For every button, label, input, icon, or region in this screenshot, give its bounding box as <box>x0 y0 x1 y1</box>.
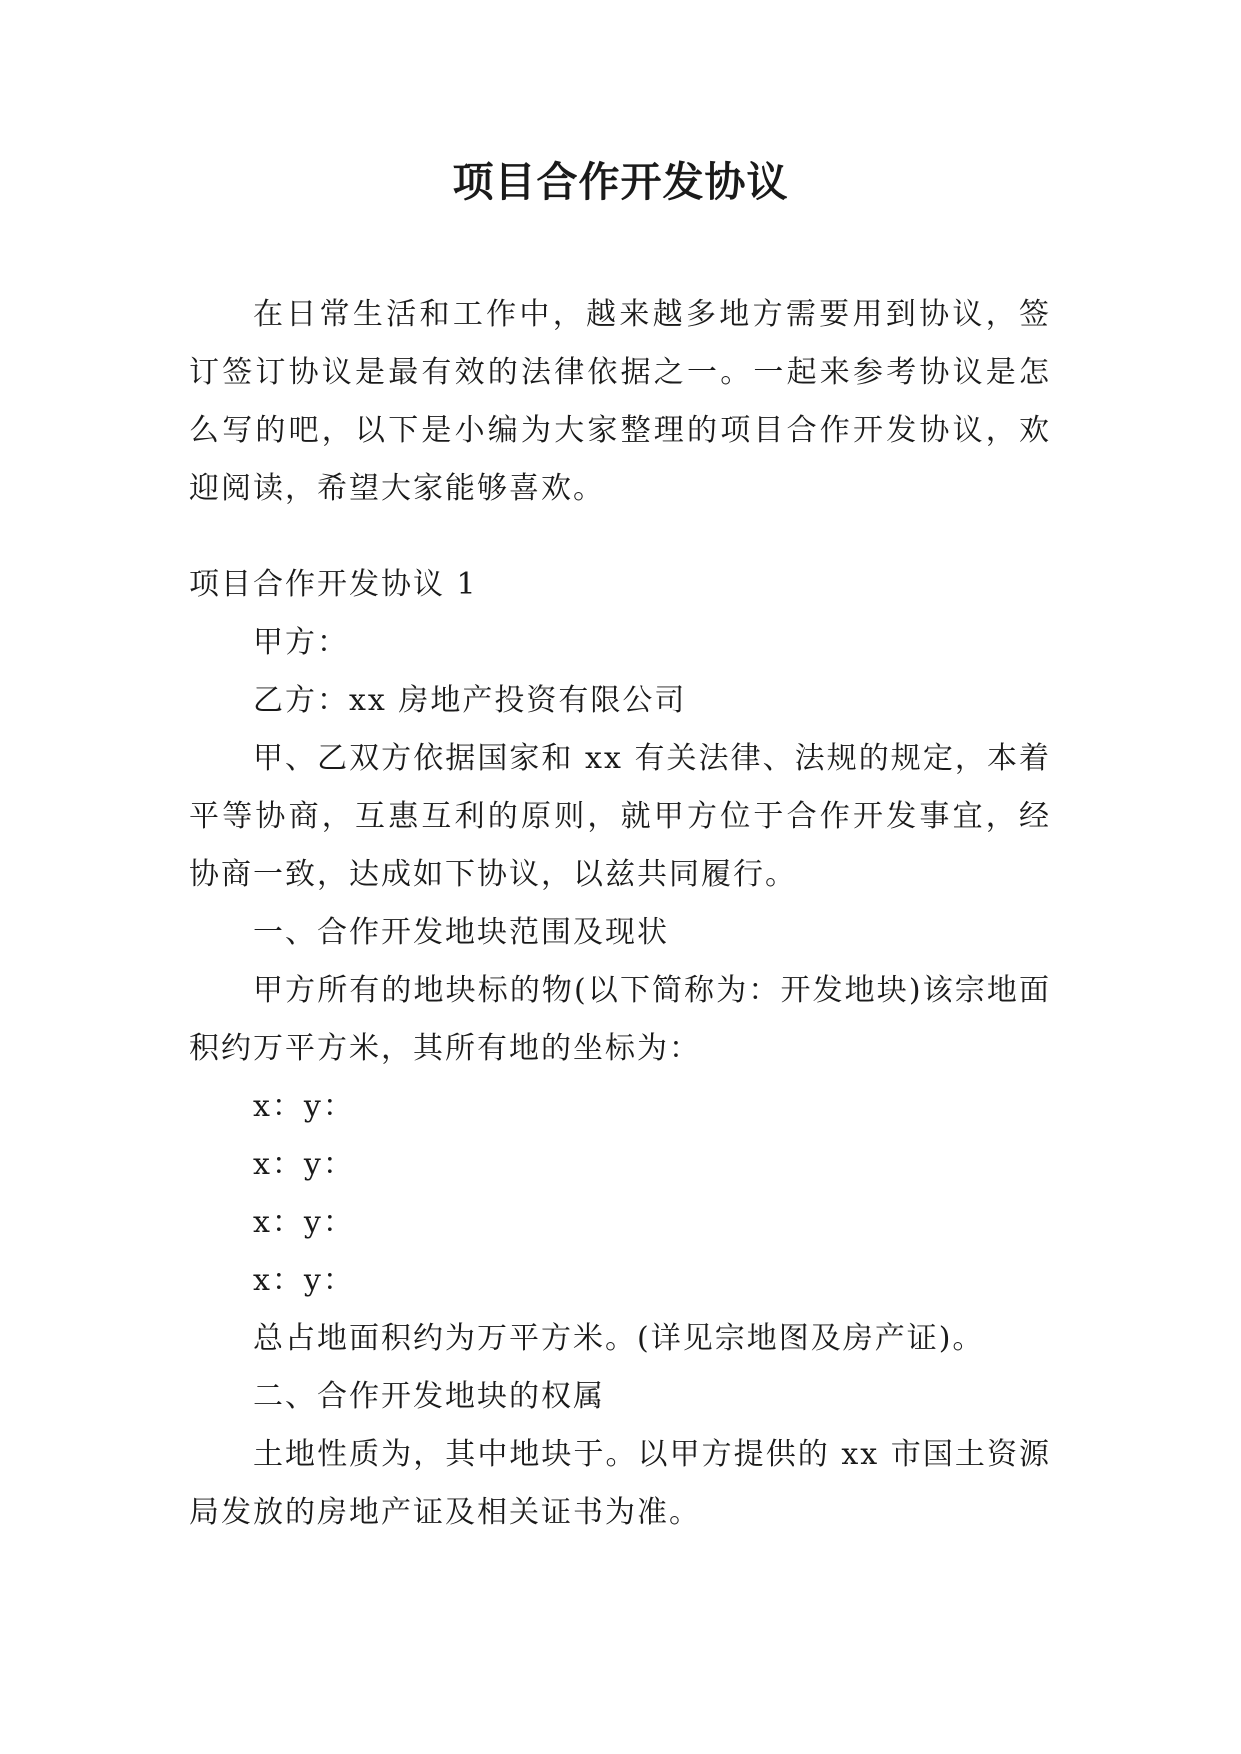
party-a-line: 甲方： <box>253 625 349 660</box>
total-area-line: 总占地面积约为万平方米。(详见宗地图及房产证)。 <box>253 1321 985 1356</box>
document-body <box>189 286 1051 1542</box>
clause-2-paragraph: 土地性质为，其中地块于。以甲方提供的 xx 市国土资源局发放的房地产证及相关证书为准。 <box>189 1437 1051 1530</box>
coordinate-line: x：y： <box>253 1089 355 1124</box>
document-title: 项目合作开发协议 <box>452 158 789 206</box>
coordinate-line: x：y： <box>253 1147 355 1182</box>
clause-1-paragraph: 甲方所有的地块标的物(以下简称为：开发地块)该宗地面积约万平方米，其所有地的坐标为： <box>189 973 1051 1066</box>
clause-2-title: 二、合作开发地块的权属 <box>253 1379 605 1414</box>
party-b-line: 乙方：xx 房地产投资有限公司 <box>253 683 687 718</box>
section-heading: 项目合作开发协议 1 <box>189 567 478 602</box>
coordinate-line: x：y： <box>253 1205 355 1240</box>
intro-paragraph: 在日常生活和工作中，越来越多地方需要用到协议，签订签订协议是最有效的法律依据之一。一起来参考协议是怎么写的吧，以下是小编为大家整理的项目合作开发协议，欢迎阅读，希望大家能够喜欢。 <box>189 297 1051 506</box>
clause-1-title: 一、合作开发地块范围及现状 <box>253 915 669 950</box>
preamble-paragraph: 甲、乙双方依据国家和 xx 有关法律、法规的规定，本着平等协商，互惠互利的原则，就甲方位于合作开发事宜，经协商一致，达成如下协议，以兹共同履行。 <box>189 741 1051 892</box>
coordinate-line: x：y： <box>253 1263 355 1298</box>
